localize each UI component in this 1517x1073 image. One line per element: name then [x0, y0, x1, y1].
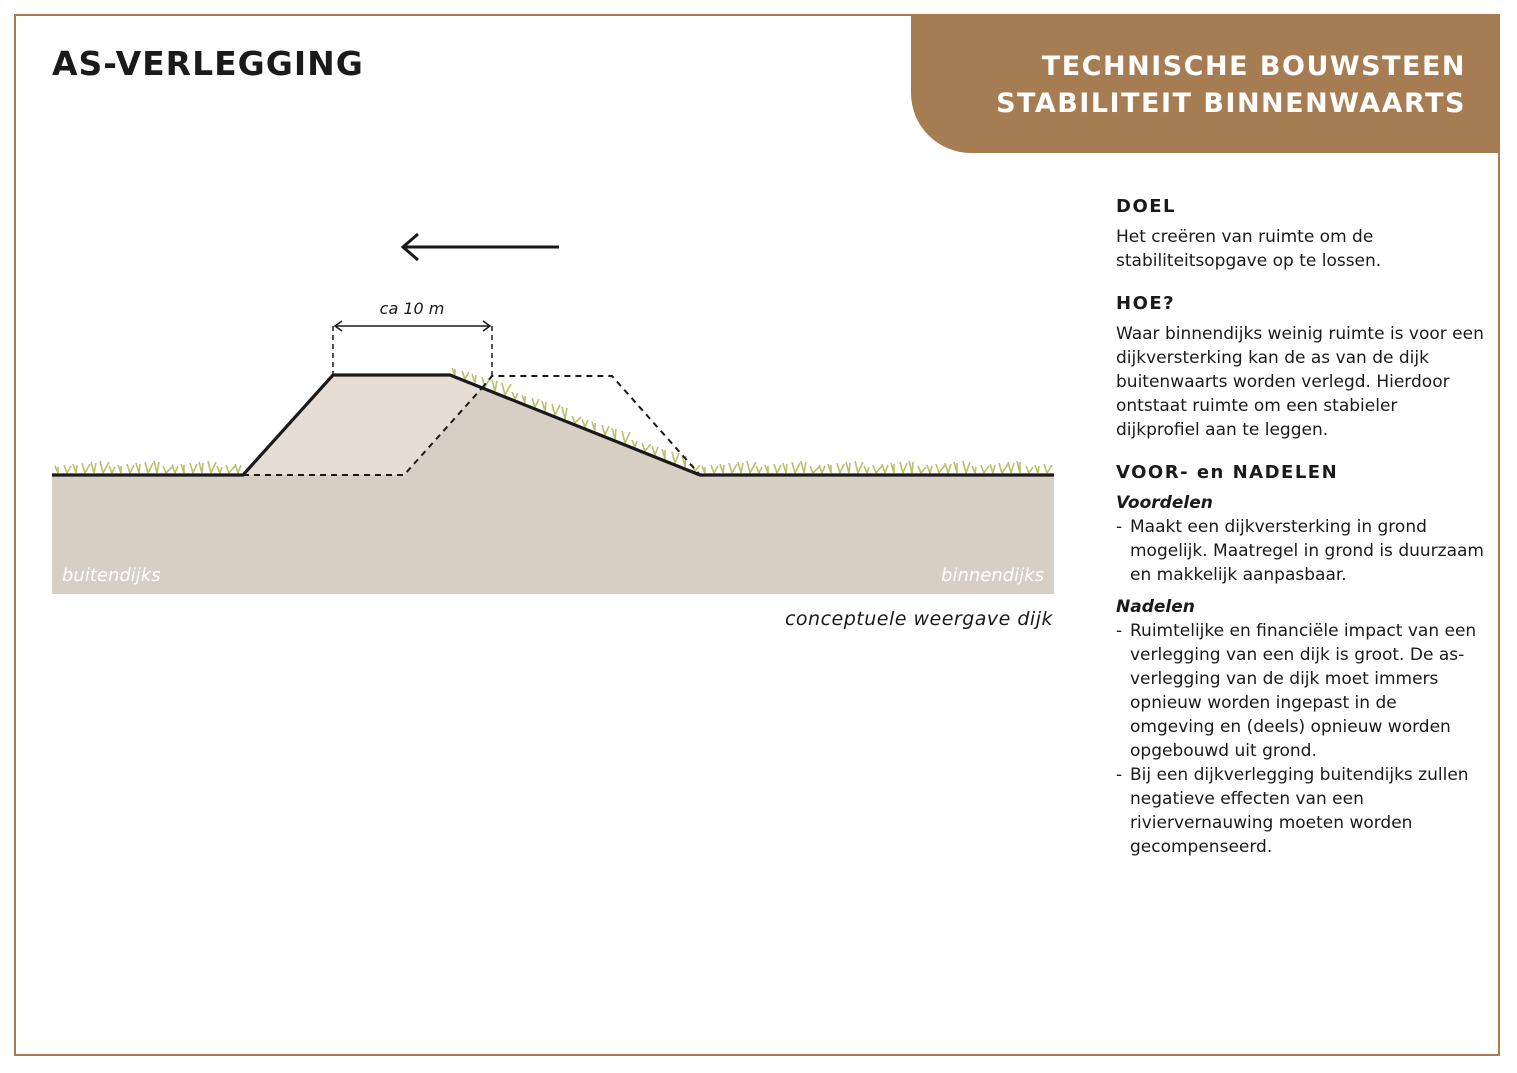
voordelen-list — [1116, 515, 1486, 587]
label-binnendijks: binnendijks — [941, 565, 1044, 586]
nadelen-label: Nadelen — [1116, 597, 1195, 617]
grass-left — [55, 461, 241, 473]
voordelen-label: Voordelen — [1116, 493, 1213, 513]
banner-line-2: STABILITEIT BINNENWAARTS — [996, 88, 1466, 119]
ground-layer — [52, 475, 1054, 594]
hoe-heading: HOE? — [1116, 293, 1176, 314]
doel-text: Het creëren van ruimte om de stabiliteitsopgave op te lossen. — [1116, 227, 1382, 271]
nadelen-list — [1116, 619, 1486, 859]
banner-line-1: TECHNISCHE BOUWSTEEN — [1041, 51, 1466, 82]
section-doel — [1116, 196, 1486, 273]
list-item: - Maakt een dijkversterking in grond mogelijk. Maatregel in grond is duurzaam en makkelijk aanpasbaar. — [1116, 517, 1484, 585]
section-voor-nadelen — [1116, 462, 1486, 859]
hoe-text: Waar binnendijks weinig ruimte is voor een dijkversterking kan de as van de dijk buitenwaarts worden verlegd. Hierdoor ontstaat ruimte om een stabieler dijkprofiel aan te leggen. — [1116, 324, 1484, 440]
section-hoe — [1116, 293, 1486, 442]
diagram-caption: conceptuele weergave dijk — [784, 608, 1053, 630]
list-item: - Ruimtelijke en financiële impact van een verlegging van een dijk is groot. De as-verlegging van de dijk moet immers opnieuw worden ingepast in de omgeving en (deels) opnieuw worden opgebouwd uit grond. — [1116, 621, 1477, 761]
voor-nadelen-heading: VOOR- en NADELEN — [1116, 462, 1339, 483]
list-item: - Bij een dijkverlegging buitendijks zullen negatieve effecten van een riviervernauwing moeten worden gecompenseerd. — [1116, 765, 1469, 857]
arrow-left-icon — [403, 234, 559, 260]
label-buitendijks: buitendijks — [62, 565, 161, 586]
info-panel — [1116, 196, 1486, 879]
dimension-label: ca 10 m — [379, 299, 445, 318]
doel-heading: DOEL — [1116, 196, 1177, 217]
grass-right — [702, 461, 1052, 473]
page-title: AS-VERLEGGING — [52, 44, 364, 83]
